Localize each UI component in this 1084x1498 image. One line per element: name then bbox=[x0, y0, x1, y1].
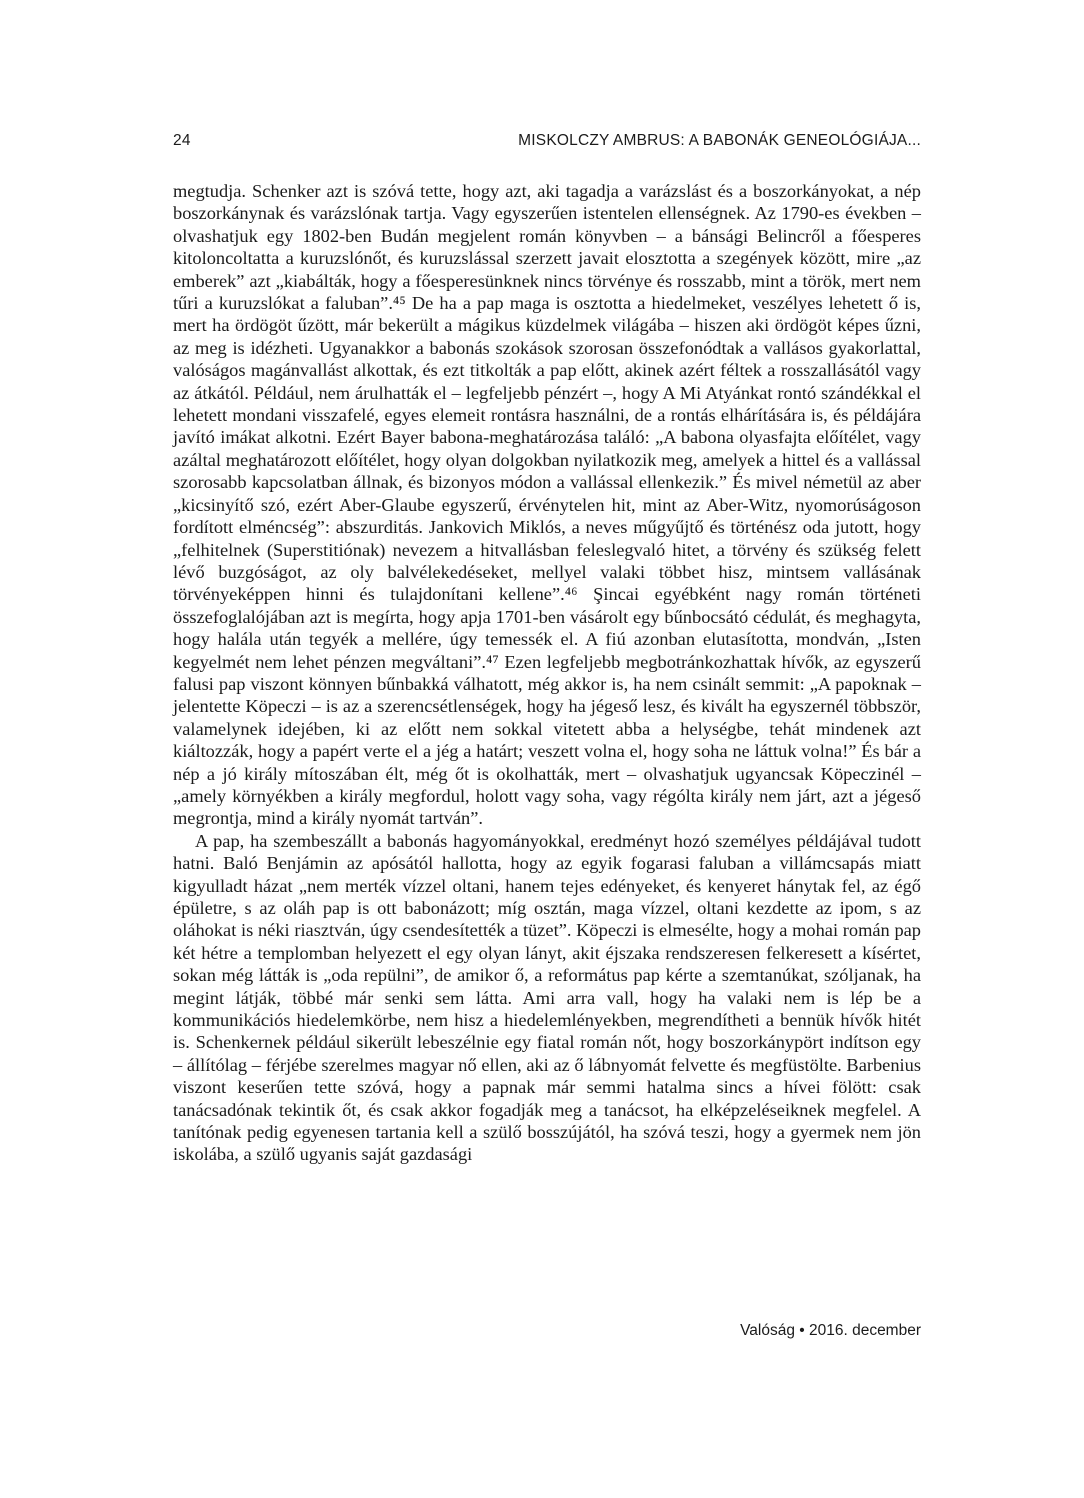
journal-footer: Valóság • 2016. december bbox=[740, 1322, 921, 1339]
paragraph: A pap, ha szembeszállt a babonás hagyományokkal, eredményt hozó személyes példájával tudott hatni. Baló Benjámin az apósától hallotta, hogy az egyik fogarasi faluban a villámcsapás miatt kigyulladt házat „nem merték vízzel oltani, hanem tejes edényeket, és kenyeret hánytak fel, az égő épületre, s az oláh pap is ott babonázott; míg osztán, maga vízzel, oltani kezdette az ipom, s az oláhokat is néki riasztván, úgy csendesítették a tüzet”. Köpeczi is elmesélte, hogy a mohai román pap két hétre a templomban helyezett el egy olyan lányt, akit éjszaka rendszeresen felkeresett a kísértet, sokan még látták is „oda repülni”, de amikor ő, a református pap kérte a szemtanúkat, szóljanak, ha megint látják, többé már senki sem látta. Ami arra vall, hogy ha valaki nem is lép be a kommunikációs hiedelemkörbe, nem hisz a hiedelemlényekben, megrendítheti a bennük hívők hitét is. Schenkernek például sikerült lebeszélnie egy fiatal román nőt, hogy boszorkánypört indítson egy – állítólag – férjébe szerelmes magyar nő ellen, aki az ő lábnyomát felvette és megfüstölte. Barbenius viszont keserűen tette szóvá, hogy a papnak már semmi hatalma sincs a hívei fölött: csak tanácsadónak tekintik őt, és csak akkor fogadják meg a tanácsot, ha elképzeléseiknek megfelel. A tanítónak pedig egyenesen tartania kell a szülő bosszújától, ha szóvá teszi, hogy a gyermek nem jön iskolába, a szülő ugyanis saját gazdasági bbox=[173, 830, 921, 1165]
paragraph: megtudja. Schenker azt is szóvá tette, hogy azt, aki tagadja a varázslást és a boszorkányokat, a nép boszorkánynak és varázslónak tartja. Vagy egyszerűen istentelen ellenségnek. Az 1790-es években – olvashatjuk egy 1802-ben Budán megjelent román könyvben – a bánsági Belincről a főesperes kitoloncoltatta a kuruzslónőt, és kuruzslással szerzett javait elosztotta a szegények között, mire „az emberek” azt „kiabálták, hogy a főesperesünknek nincs törvénye és rosszabb, mint a török, mert nem tűri a kuruzslókat a faluban”.⁴⁵ De ha a pap maga is osztotta a hiedelmeket, veszélyes lehetett ő is, mert ha ördögöt űzött, már bekerült a mágikus küzdelmek világába – hiszen aki ördögöt képes űzni, az meg is idézheti. Ugyanakkor a babonás szokások szorosan összefonódtak a vallásos gyakorlattal, valóságos magánvallást alkottak, és ezt titkolták a pap előtt, akinek azért féltek a rosszallásától vagy az átkától. Például, nem árulhatták el – legfeljebb pénzért –, hogy A Mi Atyánkat rontó szándékkal el lehetett mondani visszafelé, egyes elemeit rontásra használni, de a rontás elhárítására is, és példájára javító imákat alkotni. Ezért Bayer babona-meghatározása találó: „A babona olyasfajta előítélet, vagy azáltal meghatározott előítélet, hogy olyan dolgokban nyilatkozik meg, amelyek a hittel és a vallással szorosabb kapcsolatban állnak, és bizonyos módon a vallással ellenkezik.” És mivel németül az aber „kicsinyítő szó, ezért Aber-Glaube egyszerű, érvénytelen hit, mint az Aber-Witz, nyomorúságoson fordított elméncség”: abszurditás. Jankovich Miklós, a neves műgyűjtő és történész oda jutott, hogy „felhitelnek (Superstitiónak) nevezem a hitvallásban feleslegvaló hitet, a törvény és szükség felett lévő buzgóságot, az oly balvélekedéseket, mellyel valaki többet hisz, mintsem vallásának törvényeképpen hinni és tulajdonítani kellene”.⁴⁶ Şincai egyébként nagy román történeti összefoglalójában azt is megírta, hogy apja 1701-ben vásárolt egy bűnbocsátó cédulát, és meghagyta, hogy halála után tegyék a mellére, úgy temessék el. A fiú azonban elutasította, mondván, „Isten kegyelmét nem lehet pénzen megváltani”.⁴⁷ Ezen legfeljebb megbotránkozhattak hívők, az egyszerű falusi pap viszont könnyen bűnbakká válhatott, még akkor is, ha nem csinált semmit: „A papoknak – jelentette Köpeczi – is az a szerencsétlenségek, hogy ha jégeső lesz, és kivált ha egyszernél többször, valamelynek idejében, ki az előtt nem sokkal vitetett abba a helységbe, tehát mindenek azt kiáltozzák, hogy a papért verte el a jég a határt; veszett volna el, hogy soha ne láttuk volna!” És bár a nép a jó király mítoszában élt, még őt is okolhatták, mert – olvashatjuk ugyancsak Köpeczinél – „amely környékben a király megfordul, holott vagy soha, vagy régólta király nem járt, azt a jégeső megrontja, mind a király nyomát tartván”. bbox=[173, 181, 921, 829]
running-title: MISKOLCZY AMBRUS: A BABONÁK GENEOLÓGIÁJA... bbox=[518, 132, 921, 149]
article-body bbox=[173, 180, 921, 1166]
page-number: 24 bbox=[173, 132, 191, 149]
